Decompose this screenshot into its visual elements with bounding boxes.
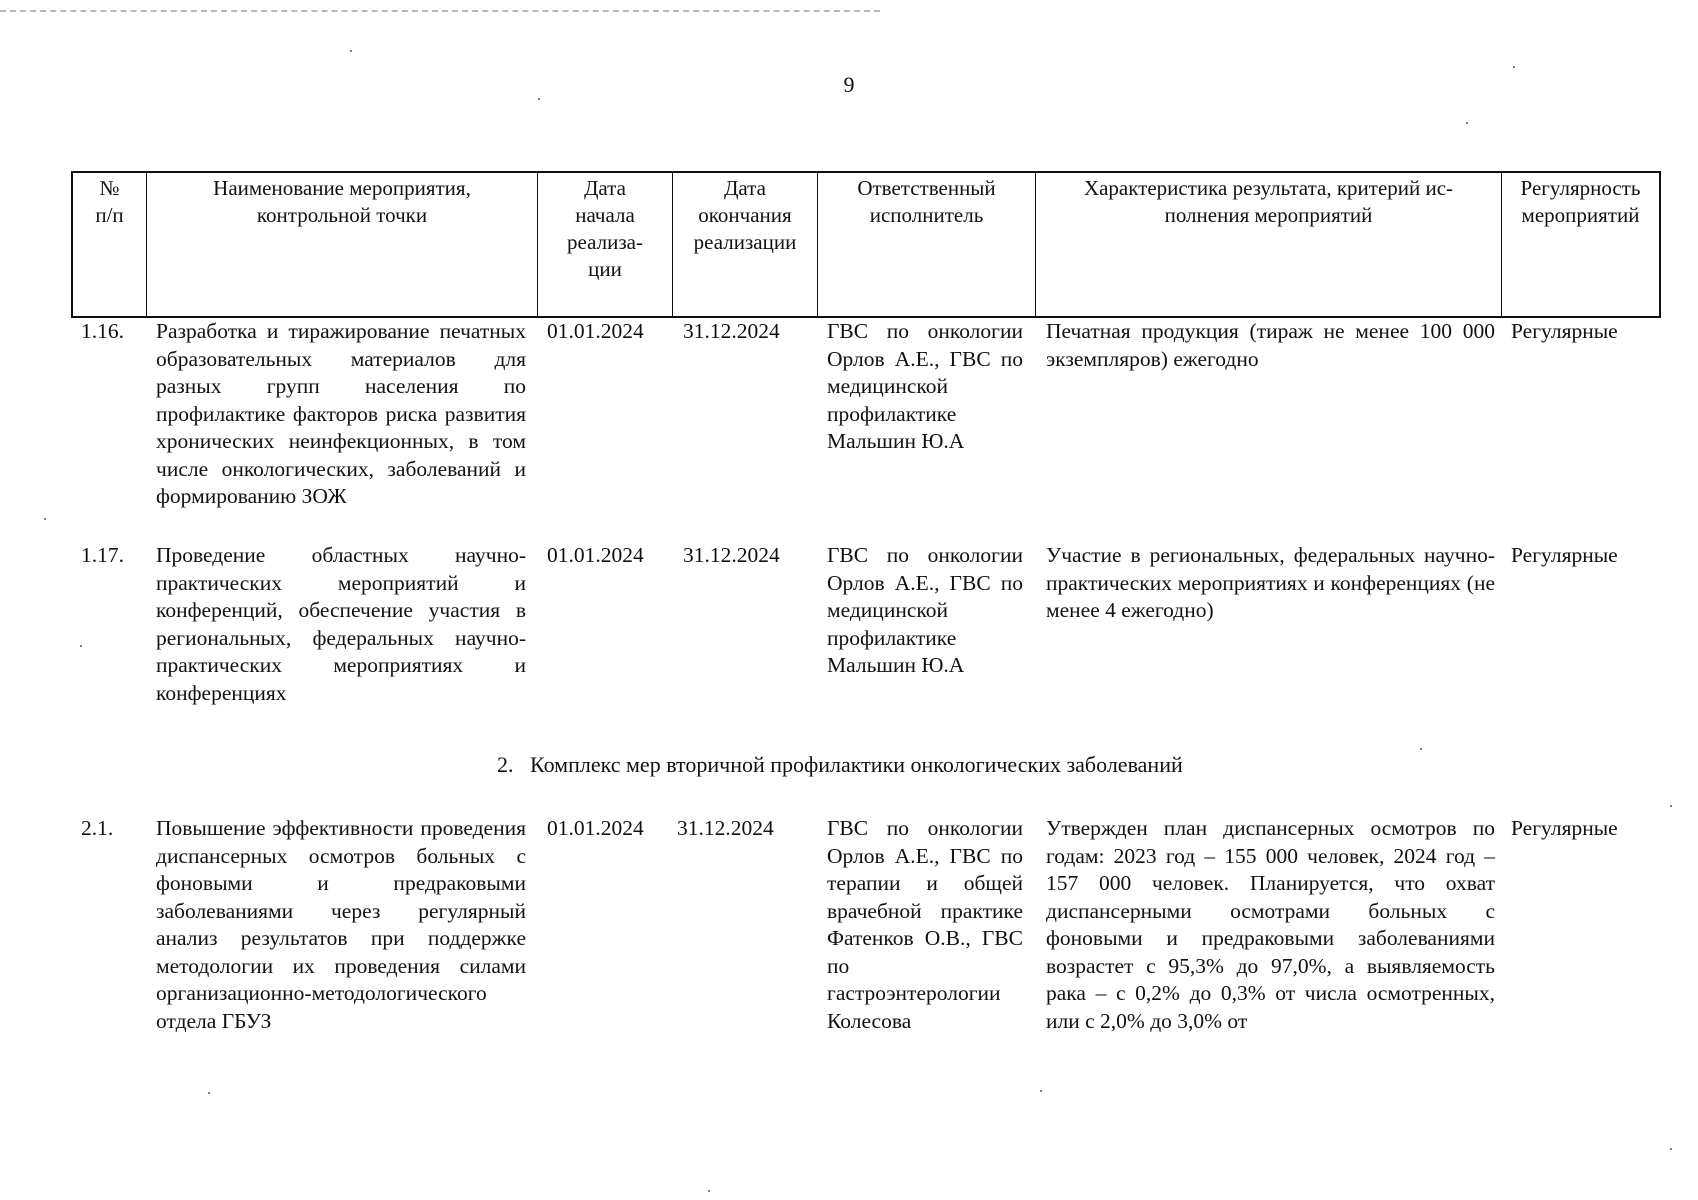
measures-table-continued: [71, 815, 1661, 1045]
row-end-date: 31.12.2024: [677, 816, 774, 840]
scan-speck: [538, 98, 540, 100]
table-row: [71, 318, 1661, 542]
scan-speck: [1670, 1148, 1672, 1150]
header-cell-name: Наименование мероприятия, контрольной точки: [146, 173, 537, 316]
scan-speck: [350, 50, 352, 52]
row-start-date: 01.01.2024: [547, 816, 644, 840]
row-result: Участие в региональных, федеральных научно-практических мероприятиях и конференциях (не менее 4 ежегодно): [1046, 543, 1495, 622]
row-responsible: ГВС по онкологии Орлов А.Е., ГВС по медицинской профилактике Мальшин Ю.А: [827, 319, 1023, 453]
scan-speck: [1420, 748, 1422, 750]
row-result: Утвержден план диспансерных осмотров по годам: 2023 год – 155 000 человек, 2024 год – 157 000 человек. Планируется, что охват диспансерными осмотрами больных с фоновыми и предраковыми заболеваниями возрастет с 95,3% до 97,0%, а выявляемость рака – с 0,2% до 0,3% от числа осмотренных, или с 2,0% до 3,0% от: [1046, 816, 1495, 1033]
scan-speck: [44, 518, 46, 520]
measures-table: [71, 171, 1661, 742]
row-name: Повышение эффективности проведения диспансерных осмотров больных с фоновыми и предраковыми заболеваниями через регулярный анализ результатов при поддержке методологии их проведения силами организационно-методологического отдела ГБУЗ: [156, 816, 526, 1033]
row-result: Печатная продукция (тираж не менее 100 000 экземпляров) ежегодно: [1046, 319, 1495, 371]
row-start-date: 01.01.2024: [547, 319, 644, 343]
scan-speck: [1040, 1090, 1042, 1092]
header-cell-regularity: Регулярность мероприятий: [1501, 173, 1659, 316]
row-regularity: Регулярные: [1511, 543, 1618, 567]
scan-speck: [1466, 122, 1468, 124]
section-title-text: Комплекс мер вторичной профилактики онкологических заболеваний: [530, 752, 1183, 777]
header-cell-number: № п/п: [95, 176, 124, 227]
scan-speck: [1513, 66, 1515, 68]
scan-speck: [1670, 805, 1672, 807]
row-name: Разработка и тиражирование печатных образовательных материалов для разных групп населения по профилактике факторов риска развития хронических неинфекционных, в том числе онкологических, заболеваний и формированию ЗОЖ: [156, 319, 526, 508]
section-number: 2.: [497, 752, 514, 777]
row-regularity: Регулярные: [1511, 816, 1618, 840]
row-name: Проведение областных научно-практических мероприятий и конференций, обеспечение участия в региональных, федеральных научно-практических мероприятиях и конференциях: [156, 543, 526, 705]
header-cell-start-date: Дата начала реализа- ции: [537, 173, 672, 316]
table-row: [71, 815, 1661, 1045]
row-start-date: 01.01.2024: [547, 543, 644, 567]
scan-speck: [708, 1190, 710, 1192]
header-cell-responsible: Ответственный исполнитель: [817, 173, 1035, 316]
table-header: [71, 171, 1661, 318]
scan-speck: [208, 1092, 210, 1094]
header-cell-end-date: Дата окончания реализации: [672, 173, 817, 316]
header-cell-result: Характеристика результата, критерий ис- полнения мероприятий: [1035, 173, 1501, 316]
table-row: [71, 542, 1661, 742]
page-number: 9: [843, 72, 855, 97]
row-number: 1.17.: [81, 543, 124, 567]
row-responsible: ГВС по онкологии Орлов А.Е., ГВС по медицинской профилактике Мальшин Ю.А: [827, 543, 1023, 677]
scan-edge-artifact: [0, 10, 880, 12]
row-number: 2.1.: [81, 816, 114, 840]
row-regularity: Регулярные: [1511, 319, 1618, 343]
row-number: 1.16.: [81, 319, 124, 343]
row-responsible: ГВС по онкологии Орлов А.Е., ГВС по терапии и общей врачебной практике Фатенков О.В., ГВС по гастроэнтерологии Колесова: [827, 816, 1023, 1033]
row-end-date: 31.12.2024: [683, 543, 780, 567]
row-end-date: 31.12.2024: [683, 319, 780, 343]
